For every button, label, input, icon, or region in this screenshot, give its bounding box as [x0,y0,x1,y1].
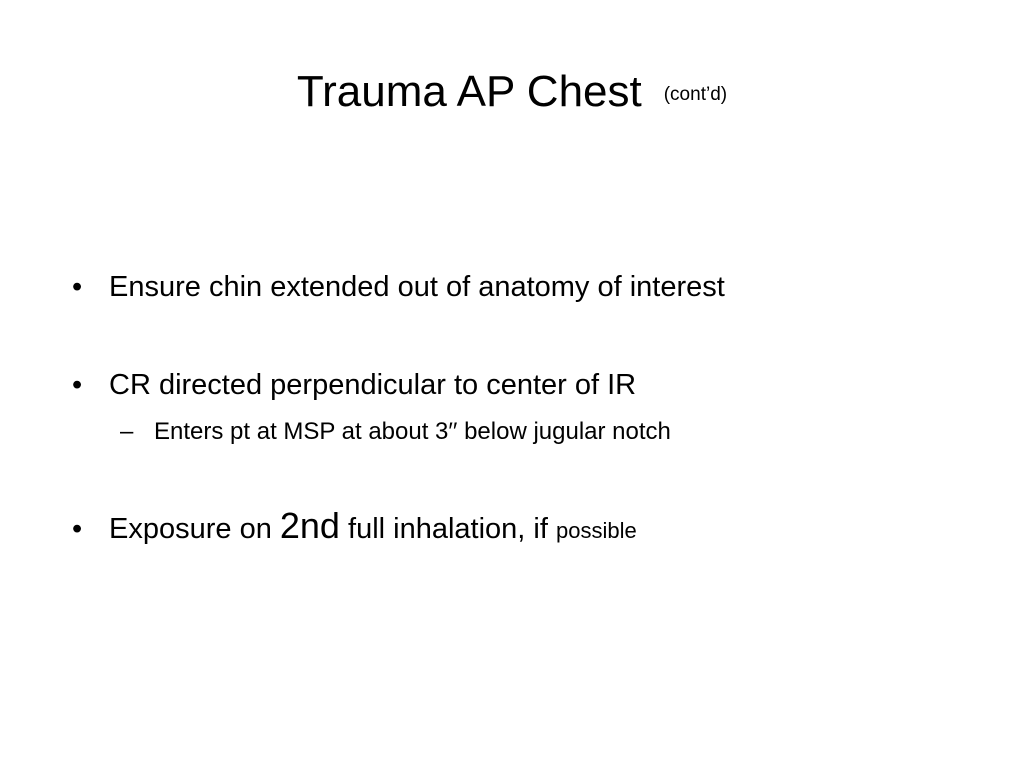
bullet-item [72,505,637,546]
title-suffix: (cont’d) [663,84,728,105]
bullet-text-part: full inhalation, if [339,513,556,545]
bullet-item [72,273,725,302]
bullet-text-emphasis: 2nd [279,505,340,546]
bullet-text-part: Exposure on [109,513,280,545]
slide-title [0,67,1024,116]
bullet-item [72,371,636,400]
bullet-marker: • [72,369,83,401]
sub-bullet-marker: – [120,418,134,445]
bullet-marker: • [72,513,83,545]
bullet-text-small: possible [555,518,637,543]
title-text: Trauma AP Chest [296,67,642,116]
bullet-text: CR directed perpendicular to center of IR [109,369,637,401]
bullet-marker: • [72,271,83,303]
bullet-text: Ensure chin extended out of anatomy of interest [109,271,725,303]
sub-bullet-item [120,420,671,444]
sub-bullet-text: Enters pt at MSP at about 3′′ below jugular notch [154,418,671,445]
